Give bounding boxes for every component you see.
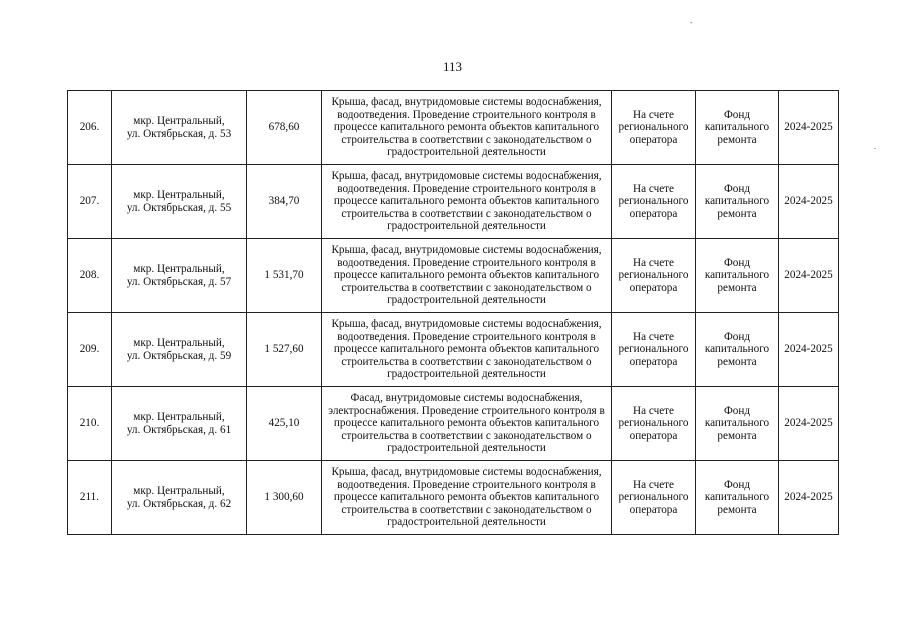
period-cell: 2024-2025 <box>779 239 839 313</box>
table-row <box>68 165 839 239</box>
address-cell <box>112 91 247 165</box>
account-cell: На счете регионального оператора <box>612 313 696 387</box>
area-cell: 678,60 <box>247 91 322 165</box>
works-cell: Фасад, внутридомовые системы водоснабжения, электроснабжения. Проведение строительного контроля в процессе капитального ремонта объектов капитального строительства в соответствии с законодательством о градостроительной деятельности <box>322 387 612 461</box>
address-line-2: ул. Октябрьская, д. 62 <box>126 497 232 510</box>
fund-cell: Фонд капитального ремонта <box>696 461 779 535</box>
row-number: 206. <box>68 91 112 165</box>
address-line-2: ул. Октябрьская, д. 59 <box>126 349 232 362</box>
address-line-2: ул. Октябрьская, д. 53 <box>126 127 232 140</box>
scan-mark: . <box>874 142 876 151</box>
period-cell: 2024-2025 <box>779 165 839 239</box>
row-number: 208. <box>68 239 112 313</box>
table-row <box>68 387 839 461</box>
address-cell <box>112 165 247 239</box>
period-cell: 2024-2025 <box>779 387 839 461</box>
address-line-1: мкр. Центральный, <box>133 336 225 349</box>
address-line-1: мкр. Центральный, <box>133 484 225 497</box>
period-cell: 2024-2025 <box>779 313 839 387</box>
account-cell: На счете регионального оператора <box>612 165 696 239</box>
area-cell: 1 527,60 <box>247 313 322 387</box>
address-line-2: ул. Октябрьская, д. 61 <box>126 423 232 436</box>
scan-mark: - <box>690 18 693 27</box>
area-cell: 425,10 <box>247 387 322 461</box>
works-cell: Крыша, фасад, внутридомовые системы водоснабжения, водоотведения. Проведение строительного контроля в процессе капитального ремонта объектов капитального строительства в соответствии с законодательством о градостроительной деятельности <box>322 91 612 165</box>
fund-cell: Фонд капитального ремонта <box>696 313 779 387</box>
account-cell: На счете регионального оператора <box>612 387 696 461</box>
row-number: 211. <box>68 461 112 535</box>
fund-cell: Фонд капитального ремонта <box>696 387 779 461</box>
table-row <box>68 91 839 165</box>
fund-cell: Фонд капитального ремонта <box>696 239 779 313</box>
area-cell: 384,70 <box>247 165 322 239</box>
row-number: 207. <box>68 165 112 239</box>
table-row <box>68 239 839 313</box>
row-number: 210. <box>68 387 112 461</box>
address-line-2: ул. Октябрьская, д. 55 <box>126 201 232 214</box>
address-line-2: ул. Октябрьская, д. 57 <box>126 275 232 288</box>
works-cell: Крыша, фасад, внутридомовые системы водоснабжения, водоотведения. Проведение строительного контроля в процессе капитального ремонта объектов капитального строительства в соответствии с законодательством о градостроительной деятельности <box>322 461 612 535</box>
account-cell: На счете регионального оператора <box>612 91 696 165</box>
address-line-1: мкр. Центральный, <box>133 188 225 201</box>
address-line-1: мкр. Центральный, <box>133 410 225 423</box>
address-line-1: мкр. Центральный, <box>133 262 225 275</box>
account-cell: На счете регионального оператора <box>612 239 696 313</box>
area-cell: 1 300,60 <box>247 461 322 535</box>
works-cell: Крыша, фасад, внутридомовые системы водоснабжения, водоотведения. Проведение строительного контроля в процессе капитального ремонта объектов капитального строительства в соответствии с законодательством о градостроительной деятельности <box>322 313 612 387</box>
account-cell: На счете регионального оператора <box>612 461 696 535</box>
period-cell: 2024-2025 <box>779 91 839 165</box>
row-number: 209. <box>68 313 112 387</box>
address-cell <box>112 239 247 313</box>
fund-cell: Фонд капитального ремонта <box>696 91 779 165</box>
period-cell: 2024-2025 <box>779 461 839 535</box>
address-line-1: мкр. Центральный, <box>133 114 225 127</box>
page-number: 113 <box>442 59 463 74</box>
repair-schedule-table <box>67 90 839 535</box>
address-cell <box>112 387 247 461</box>
table-row <box>68 461 839 535</box>
table-row <box>68 313 839 387</box>
address-cell <box>112 461 247 535</box>
fund-cell: Фонд капитального ремонта <box>696 165 779 239</box>
works-cell: Крыша, фасад, внутридомовые системы водоснабжения, водоотведения. Проведение строительного контроля в процессе капитального ремонта объектов капитального строительства в соответствии с законодательством о градостроительной деятельности <box>322 239 612 313</box>
address-cell <box>112 313 247 387</box>
area-cell: 1 531,70 <box>247 239 322 313</box>
works-cell: Крыша, фасад, внутридомовые системы водоснабжения, водоотведения. Проведение строительного контроля в процессе капитального ремонта объектов капитального строительства в соответствии с законодательством о градостроительной деятельности <box>322 165 612 239</box>
